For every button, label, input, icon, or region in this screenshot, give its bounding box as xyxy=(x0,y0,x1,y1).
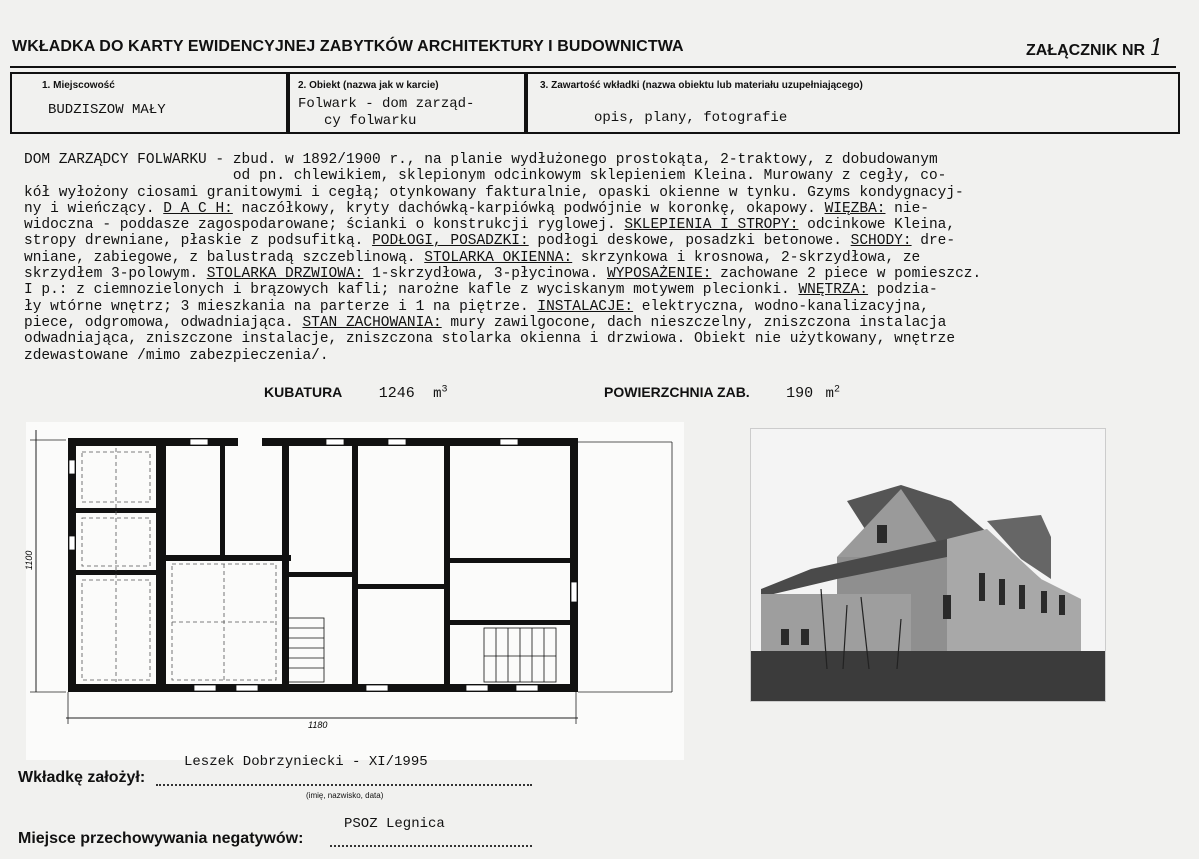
content-label: 3. Zawartość wkładki (nazwa obiektu lub materiału uzupełniającego) xyxy=(540,80,863,91)
description-line: ny i wieńczący. D A C H: naczółkowy, kryty dachówką-karpiówką podwójnie w koronkę, okapowy. WIĘZBA: nie- xyxy=(24,200,929,217)
section-heading: STOLARKA DRZWIOWA: xyxy=(206,266,364,283)
section-heading: STAN ZACHOWANIA: xyxy=(302,314,442,331)
description-line: stropy drewniane, płaskie z podsufitką. PODŁOGI, POSADZKI: podłogi deskowe, posadzki betonowe. SCHODY: dre- xyxy=(24,233,956,250)
object-value xyxy=(298,96,474,130)
description-line: ły wtórne wnętrz; 3 mieszkania na parterze i 1 na piętrze. INSTALACJE: elektryczna, wodno-kanalizacyjna, xyxy=(24,298,929,315)
plan-walls xyxy=(68,438,578,692)
section-heading: WYPOSAŻENIE: xyxy=(607,266,712,283)
description-line: od pn. chlewikiem, sklepionym odcinkowym sklepieniem Kleina. Murowany z cegły, co- xyxy=(24,168,947,185)
volume-exponent: 3 xyxy=(441,384,448,396)
object-value-line2: cy folwarku xyxy=(324,113,417,129)
description-line: DOM ZARZĄDCY FOLWARKU - zbud. w 1892/1900 r., na planie wydłużonego prostokąta, 2-traktowy, z dobudowanym xyxy=(24,152,938,168)
section-heading: STOLARKA OKIENNA: xyxy=(424,249,573,266)
description-line: skrzydłem 3-polowym. STOLARKA DRZWIOWA: 1-skrzydłowa, 3-płycinowa. WYPOSAŻENIE: zachowane 2 piece w pomieszcz. xyxy=(24,266,982,283)
description-line: I p.: z ciemnozielonych i brązowych kafli; narożne kafle z wyciskanym motywem plecionki. WNĘTRZA: podzia- xyxy=(24,282,938,299)
volume-unit: m xyxy=(433,386,442,402)
attachment-number-value: 1 xyxy=(1149,36,1164,61)
building-photograph xyxy=(750,428,1106,702)
description-line: zdewastowane /mimo zabezpieczenia/. xyxy=(24,347,329,364)
description-line: odwadniająca, zniszczone instalacje, zniszczona stolarka okienna i drzwiowa. Obiekt nie użytkowany, wnętrze xyxy=(24,331,956,348)
author-hint: (imię, nazwisko, data) xyxy=(306,791,384,800)
section-heading: D A C H: xyxy=(163,200,233,217)
object-box xyxy=(286,72,528,134)
area-value: 190 xyxy=(786,385,814,402)
section-heading: INSTALACJE: xyxy=(537,298,634,315)
header-rule xyxy=(10,66,1176,68)
description-line: piece, odgromowa, odwadniająca. STAN ZACHOWANIA: mury zawilgocone, dach nieszczelny, zniszczona instalacja xyxy=(24,314,947,331)
description-text xyxy=(24,152,1164,364)
area-exponent: 2 xyxy=(833,384,840,396)
negatives-value: PSOZ Legnica xyxy=(344,816,445,832)
section-heading: WIĘZBA: xyxy=(824,200,886,217)
volume xyxy=(264,384,448,402)
object-label: 2. Obiekt (nazwa jak w karcie) xyxy=(298,80,439,91)
author-value: Leszek Dobrzyniecki - XI/1995 xyxy=(184,754,428,770)
area-label: POWIERZCHNIA ZAB. xyxy=(604,384,750,400)
negatives-label: Miejsce przechowywania negatywów: xyxy=(18,830,304,847)
dimension-horizontal-label: 1180 xyxy=(308,720,328,730)
locality-box xyxy=(10,72,290,134)
photo-image xyxy=(751,429,1105,701)
area-unit: m xyxy=(825,386,834,402)
volume-value: 1246 xyxy=(378,385,415,402)
locality-label: 1. Miejscowość xyxy=(42,80,115,91)
description-line: kół wyłożony ciosami granitowymi i cegłą; otynkowany fakturalnie, opaski okienne w tynku. Gzyms kondygnacyj- xyxy=(24,184,964,201)
description-line: wniane, zabiegowe, z balustradą szczeblinową. STOLARKA OKIENNA: skrzynkowa i krosnowa, 2-skrzydłowa, ze xyxy=(24,249,921,266)
dimension-vertical-label: 1100 xyxy=(24,550,34,570)
document-title: WKŁADKA DO KARTY EWIDENCYJNEJ ZABYTKÓW ARCHITEKTURY I BUDOWNICTWA xyxy=(12,38,684,55)
author-dotted-line xyxy=(156,784,532,786)
plan-stairs xyxy=(288,618,556,682)
attachment-label: ZAŁĄCZNIK NR xyxy=(1026,42,1146,59)
description-line: widoczna - poddasze zagospodarowane; ścianki o konstrukcji ryglowej. SKLEPIENIA I STROPY: odcinkowe Kleina, xyxy=(24,217,956,234)
content-value: opis, plany, fotografie xyxy=(594,110,788,126)
area xyxy=(604,384,840,402)
volume-label: KUBATURA xyxy=(264,384,343,400)
section-heading: SKLEPIENIA I STROPY: xyxy=(624,217,799,234)
locality-value: BUDZISZOW MAŁY xyxy=(48,102,166,118)
section-heading: PODŁOGI, POSADZKI: xyxy=(372,233,529,250)
object-value-line1: Folwark - dom zarząd- xyxy=(298,96,475,112)
attachment-number xyxy=(1026,36,1164,61)
section-heading: WNĘTRZA: xyxy=(798,282,869,299)
floor-plan-drawing xyxy=(26,422,684,760)
section-heading: SCHODY: xyxy=(850,233,912,250)
negatives-dotted-line xyxy=(330,845,532,847)
content-box xyxy=(524,72,1180,134)
author-label: Wkładkę założył: xyxy=(18,769,146,786)
plan-windows xyxy=(69,439,577,691)
floor-plan xyxy=(26,422,684,760)
